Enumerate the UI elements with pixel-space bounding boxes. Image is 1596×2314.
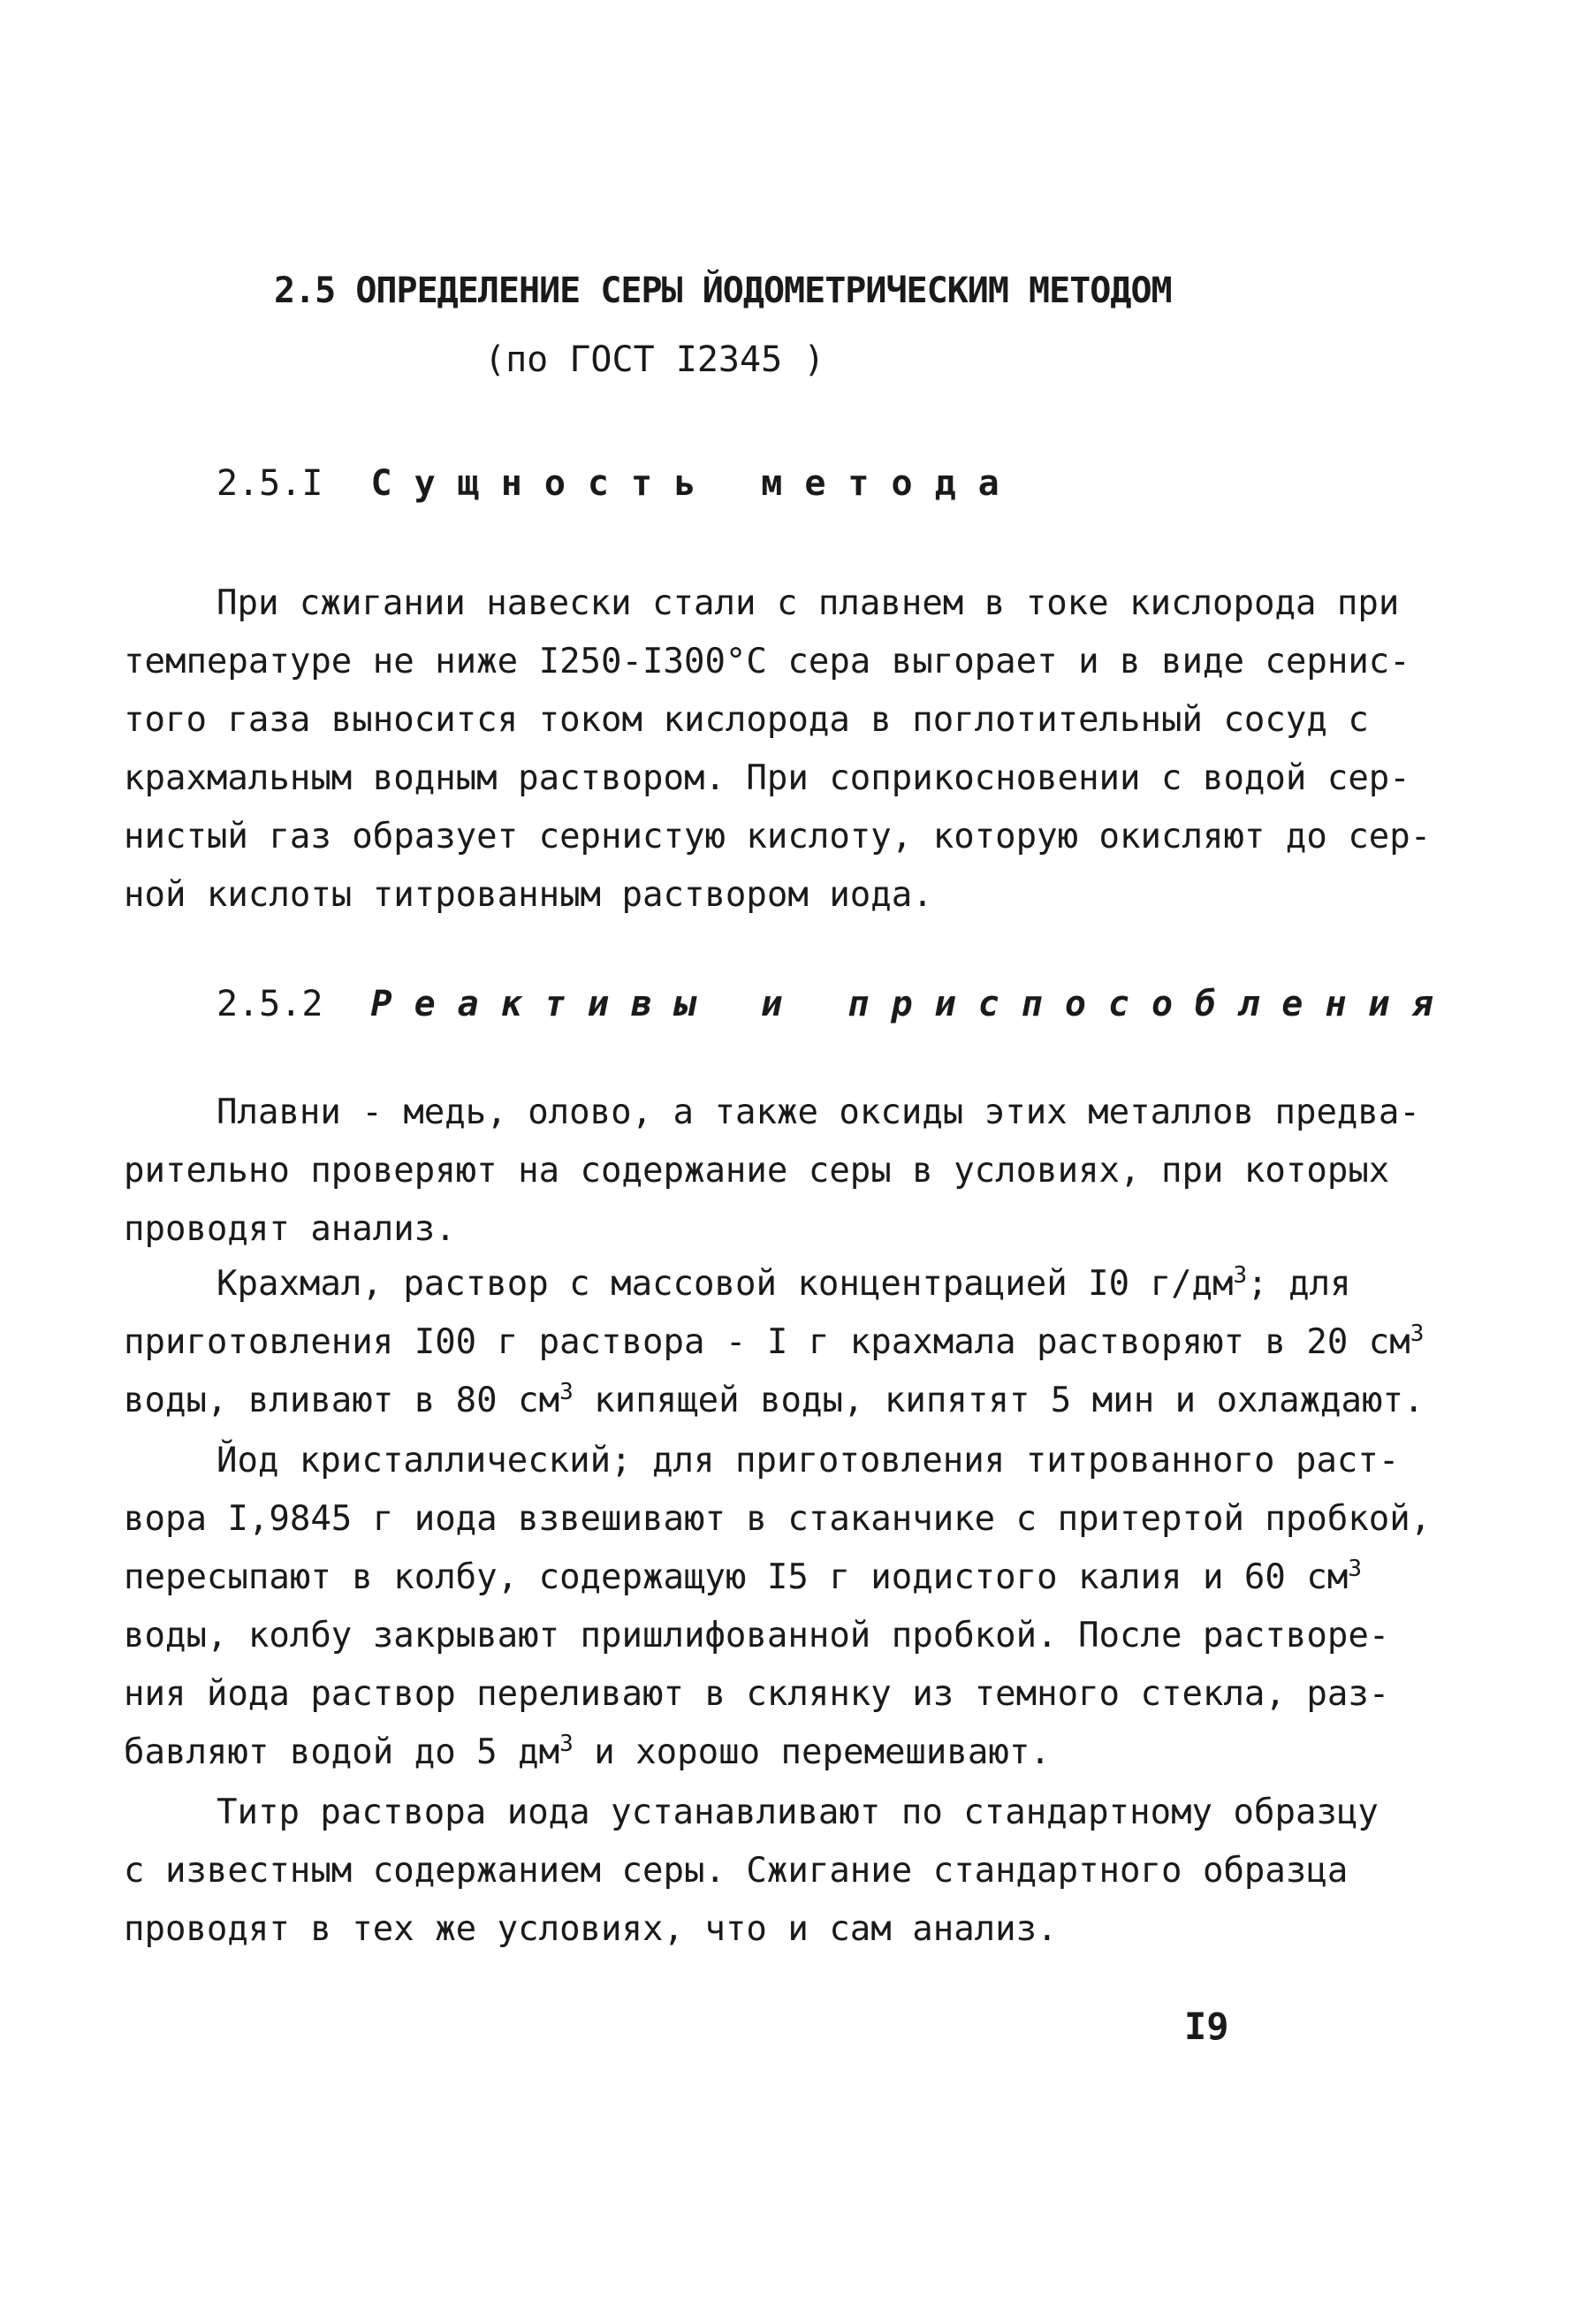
text-line: нистый газ образует сернистую кислоту, которую окисляют до сер- [124, 817, 1432, 856]
page-number: I9 [1184, 2005, 1229, 2048]
text-line: проводят анализ. [124, 1209, 456, 1249]
subsection-title: Реактивы и приспособления [370, 984, 1455, 1024]
text-line: бавляют водой до 5 $дм^3$ и хорошо перемешивают. [124, 1731, 1051, 1772]
subsection-title: Сущность метода [370, 463, 1022, 504]
subsection-heading-essence [217, 463, 1022, 504]
text-line: температуре не ниже I250-I300°C сера выгорает и в виде сернис- [124, 642, 1410, 681]
subsection-number: 2.5.2 [217, 984, 323, 1024]
text-line: вора I,9845 г иода взвешивают в стаканчике с притертой пробкой, [124, 1499, 1432, 1539]
section-subtitle: (по ГОСТ I2345 ) [484, 339, 825, 380]
paragraph-fluxes [124, 1084, 1420, 1259]
text-line: приготовления I00 г раствора - I г крахмала растворяют в 20 $см^3$ [124, 1321, 1425, 1362]
text-line: воды, колбу закрывают пришлифованной пробкой. После растворе- [124, 1616, 1390, 1656]
text-line: Крахмал, раствор с массовой концентрацией I0 $г/дм^3$; для [217, 1262, 1351, 1304]
text-line: ния йода раствор переливают в склянку из темного стекла, раз- [124, 1674, 1390, 1714]
text-line: с известным содержанием серы. Сжигание стандартного образца [124, 1851, 1349, 1891]
text-line: рительно проверяют на содержание серы в условиях, при которых [124, 1151, 1390, 1191]
text-line: При сжигании навески стали с плавнем в токе кислорода при [217, 583, 1400, 623]
text-line: крахмальным водным раствором. При соприкосновении с водой сер- [124, 758, 1410, 798]
paragraph-titer [124, 1784, 1379, 1959]
text-line: того газа выносится током кислорода в поглотительный сосуд с [124, 700, 1369, 740]
paragraph-essence [124, 575, 1432, 925]
text-line: Плавни - медь, олово, а также оксиды этих металлов предва- [217, 1092, 1420, 1132]
subsection-number: 2.5.I [217, 463, 323, 504]
text-line: проводят в тех же условиях, что и сам анализ. [124, 1909, 1058, 1949]
text-line: Титр раствора иода устанавливают по стандартному образцу [217, 1793, 1379, 1832]
paragraph-starch [124, 1255, 1425, 1430]
text-line: пересыпают в колбу, содержащую I5 г иодистого калия и 60 $см^3$ [124, 1556, 1362, 1597]
text-line: Йод кристаллический; для приготовления титрованного раст- [217, 1441, 1400, 1481]
text-line: воды, вливают в 80 $см^3$ кипящей воды, кипятят 5 мин и охлаждают. [124, 1379, 1425, 1420]
paragraph-iodine [124, 1432, 1432, 1782]
text-line: ной кислоты титрованным раствором иода. [124, 875, 933, 915]
subsection-heading-reagents [217, 984, 1455, 1024]
section-title: 2.5 ОПРЕДЕЛЕНИЕ СЕРЫ ЙОДОМЕТРИЧЕСКИМ МЕТОДОМ [274, 270, 1172, 311]
